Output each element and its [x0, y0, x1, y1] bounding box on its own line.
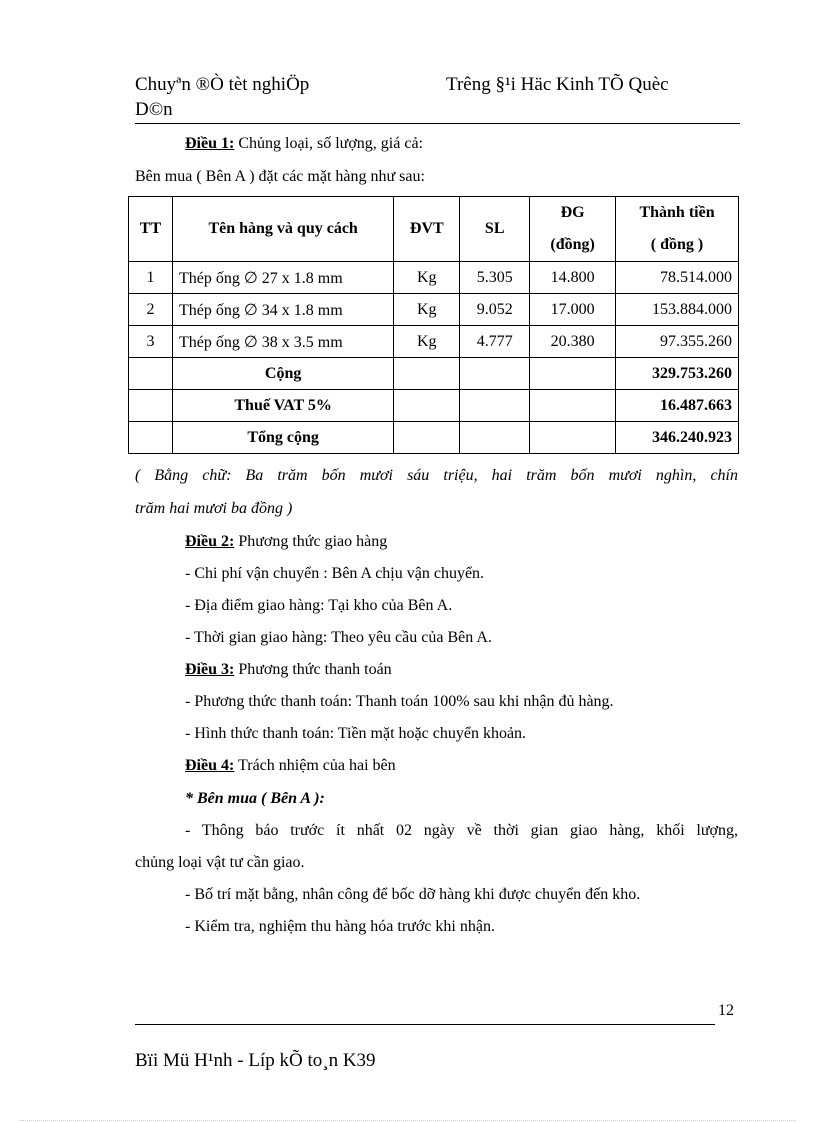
total-row [129, 422, 739, 454]
subtotal-value: 329.753.260 [616, 358, 739, 390]
article4-heading [185, 756, 396, 776]
header-unit: ĐVT [394, 197, 460, 262]
article4-title: Trách nhiệm của hai bên [234, 757, 396, 774]
article3-item: - Hình thức thanh toán: Tiền mặt hoặc chuyển khoản. [185, 725, 527, 742]
header-left [135, 72, 309, 122]
total-label: Tổng cộng [172, 422, 393, 454]
table-row [129, 294, 739, 326]
subtotal-row [129, 358, 739, 390]
header-left-line2: D©n [135, 99, 173, 120]
page-number: 12 [718, 1002, 734, 1019]
subtotal-label: Cộng [172, 358, 393, 390]
article1-heading [185, 134, 423, 154]
cell-unit: Kg [394, 262, 460, 294]
article4-item2: - Bố trí mặt bằng, nhân công để bốc dỡ hàng khi được chuyển đến kho. [185, 886, 641, 903]
article4-label: Điều 4: [185, 757, 235, 774]
header-price-line2: (đồng) [550, 236, 595, 253]
header-price-line1: ĐG [560, 204, 585, 221]
amount-in-words-line2: trăm hai mươi ba đồng ) [135, 500, 293, 517]
article3-heading [185, 660, 392, 680]
article3-item: - Phương thức thanh toán: Thanh toán 100% sau khi nhận đủ hàng. [185, 693, 614, 710]
table-row [129, 326, 739, 358]
article2-label: Điều 2: [185, 533, 235, 550]
article2-item: - Chi phí vận chuyển : Bên A chịu vận chuyển. [185, 565, 485, 582]
vat-value: 16.487.663 [616, 390, 739, 422]
cell-price: 14.800 [530, 262, 616, 294]
cell-name: Thép ống ∅ 38 x 3.5 mm [172, 326, 393, 358]
cell-unit: Kg [394, 294, 460, 326]
article2-title: Phương thức giao hàng [234, 533, 388, 550]
total-value: 346.240.923 [616, 422, 739, 454]
cell-qty: 5.305 [460, 262, 530, 294]
article1-title: Chủng loại, số lượng, giá cả: [234, 135, 423, 152]
article1-intro: Bên mua ( Bên A ) đặt các mặt hàng như sau: [135, 168, 425, 185]
header-amount [616, 197, 739, 262]
cell-amount: 78.514.000 [616, 262, 739, 294]
article4-item1-line1: - Thông báo trước ít nhất 02 ngày về thời gian giao hàng, khối lượng, [185, 822, 738, 839]
article2-item: - Địa điểm giao hàng: Tại kho của Bên A. [185, 597, 453, 614]
table-row [129, 262, 739, 294]
header-left-line1: Chuyªn ®Ò tèt nghiÖp [135, 74, 310, 95]
article4-item1-line2: chủng loại vật tư cần giao. [135, 854, 305, 871]
footer-text: Bïi Mü H¹nh - Líp kÕ to¸n K39 [135, 1050, 376, 1071]
header-right: Trêng §¹i Häc Kinh TÕ Quèc [446, 74, 669, 95]
article3-label: Điều 3: [185, 661, 235, 678]
header-amount-line2: ( đồng ) [650, 236, 704, 253]
vat-row [129, 390, 739, 422]
amount-in-words-line1: ( Bằng chữ: Ba trăm bốn mươi sáu triệu, hai trăm bốn mươi nghìn, chín [135, 467, 738, 484]
cell-price: 20.380 [530, 326, 616, 358]
cell-qty: 4.777 [460, 326, 530, 358]
footer-divider [135, 1024, 715, 1025]
article3-title: Phương thức thanh toán [234, 661, 392, 678]
article1-label: Điều 1: [185, 135, 235, 152]
cell-tt: 3 [129, 326, 173, 358]
cell-amount: 97.355.260 [616, 326, 739, 358]
header-tt: TT [129, 197, 173, 262]
cell-tt: 2 [129, 294, 173, 326]
header-amount-line1: Thành tiền [639, 204, 715, 221]
cell-name: Thép ống ∅ 27 x 1.8 mm [172, 262, 393, 294]
header-price [530, 197, 616, 262]
table-header-row [129, 197, 739, 262]
goods-table [128, 196, 739, 454]
article4-item3: - Kiểm tra, nghiệm thu hàng hóa trước khi nhận. [185, 918, 495, 935]
cell-price: 17.000 [530, 294, 616, 326]
header-name: Tên hàng và quy cách [172, 197, 393, 262]
vat-label: Thuế VAT 5% [172, 390, 393, 422]
article2-heading [185, 532, 387, 552]
cell-unit: Kg [394, 326, 460, 358]
cell-name: Thép ống ∅ 34 x 1.8 mm [172, 294, 393, 326]
cell-amount: 153.884.000 [616, 294, 739, 326]
page-edge [20, 1120, 796, 1121]
article2-item: - Thời gian giao hàng: Theo yêu cầu của Bên A. [185, 629, 492, 646]
cell-tt: 1 [129, 262, 173, 294]
header-divider [135, 123, 740, 124]
cell-qty: 9.052 [460, 294, 530, 326]
header-qty: SL [460, 197, 530, 262]
article4-subhead: * Bên mua ( Bên A ): [185, 790, 325, 807]
